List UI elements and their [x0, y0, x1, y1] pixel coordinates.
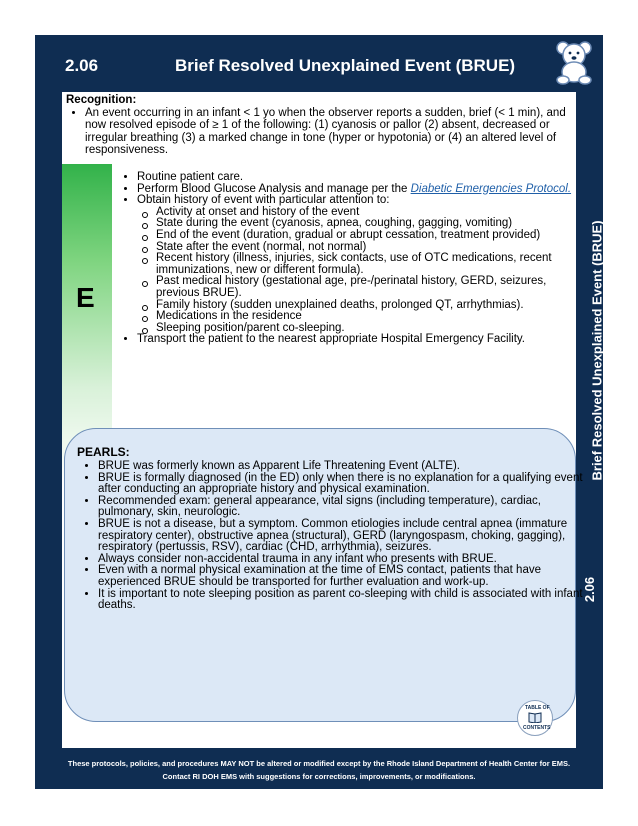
history-subitem: Family history (sudden unexplained deaths, prolonged QT, arrhythmias). — [156, 300, 572, 312]
recognition-item: • An event occurring in an infant < 1 yo when the observer reports a sudden, brief (< 1 min), and now resolved episode of ≥ 1 of the following: (1) cyanosis or pallor (2) absent, decreased or irregular breathing (3) a marked change in tone (hyper or hypotonia) or (4) an altered level of responsiveness. — [85, 107, 572, 157]
teddy-bear-icon — [550, 38, 598, 86]
history-subitem: End of the event (duration, gradual or abrupt cessation, treatment provided) — [156, 230, 572, 242]
toc-label-bottom: CONTENTS — [523, 725, 551, 731]
protocol-number: 2.06 — [65, 56, 99, 75]
history-subitem: State during the event (cyanosis, apnea, coughing, gagging, vomiting) — [156, 218, 572, 230]
history-subitem: Past medical history (gestational age, pre-/perinatal history, GERD, seizures, previous BRUE). — [156, 276, 572, 299]
book-icon — [528, 712, 542, 723]
emt-item: • Transport the patient to the nearest appropriate Hospital Emergency Facility. — [137, 334, 572, 346]
history-subitem: Medications in the residence — [156, 311, 572, 323]
emt-item-text: Perform Blood Glucose Analysis and manage per the — [137, 182, 411, 195]
header — [35, 35, 603, 90]
pearl-item: • BRUE is formally diagnosed (in the ED) only when there is no explanation for a qualifying event after conducting an appropriate history and physical examination. — [98, 473, 588, 496]
footer — [35, 757, 603, 783]
side-title — [589, 220, 605, 481]
recognition-list — [66, 107, 572, 157]
table-of-contents-icon[interactable] — [517, 700, 553, 736]
emt-item-text: Obtain history of event with particular attention to: — [137, 194, 390, 207]
pearl-item: • BRUE is not a disease, but a symptom. Common etiologies include central apnea (immature respiratory center), obstructive apnea (structural), GERD (laryngospasm, choking, gagging), respiratory (pertussis, RSV), cardiac (CHD, arrhythmia), seizures. — [98, 519, 588, 554]
recognition-label: Recognition: — [66, 94, 137, 106]
history-subitem: Sleeping position/parent co-sleeping. — [156, 323, 572, 335]
toc-label-top: TABLE OF — [525, 705, 550, 711]
pearl-item: • Recommended exam: general appearance, vital signs (including temperature), cardiac, pulmonary, skin, neurologic. — [98, 496, 588, 519]
pearl-item: • It is important to note sleeping position as parent co-sleeping with child is associated with infant deaths. — [98, 589, 588, 612]
footer-line-1: These protocols, policies, and procedures MAY NOT be altered or modified except by the Rhode Island Department of Health Center for EMS. — [67, 759, 571, 768]
history-subitem: Recent history (illness, injuries, sick contacts, use of OTC medications, recent immunizations, new or different formula). — [156, 253, 572, 276]
page-title: Brief Resolved Unexplained Event (BRUE) — [175, 56, 516, 75]
emt-section — [116, 172, 572, 346]
pearls-list — [68, 461, 588, 612]
pearls-title: PEARLS: — [77, 445, 130, 459]
side-title-text: Brief Resolved Unexplained Event (BRUE) — [589, 220, 605, 481]
emt-item: • Routine patient care. — [137, 172, 572, 184]
emt-item — [137, 195, 572, 334]
emt-level-label: E — [76, 282, 95, 313]
history-subitem: Activity at onset and history of the event — [156, 207, 572, 219]
emt-list — [116, 172, 572, 346]
pearl-item: • BRUE was formerly known as Apparent Life Threatening Event (ALTE). — [98, 461, 588, 473]
side-number-text: 2.06 — [582, 576, 598, 603]
diabetic-protocol-link[interactable]: Diabetic Emergencies Protocol. — [410, 182, 572, 195]
content-panel — [62, 92, 583, 748]
history-subitem: State after the event (normal, not normal) — [156, 242, 572, 254]
history-sublist — [137, 207, 572, 335]
pearls-box — [64, 428, 583, 722]
footer-line-2: Contact RI DOH EMS with suggestions for corrections, improvements, or modifications. — [162, 772, 476, 781]
side-number — [582, 570, 612, 610]
pearl-item: • Even with a normal physical examination at the time of EMS contact, patients that have experienced BRUE should be transported for further evaluation and work-up. — [98, 565, 588, 588]
pearl-item: • Always consider non-accidental trauma in any infant who presents with BRUE. — [98, 554, 588, 566]
recognition-section — [66, 94, 572, 157]
